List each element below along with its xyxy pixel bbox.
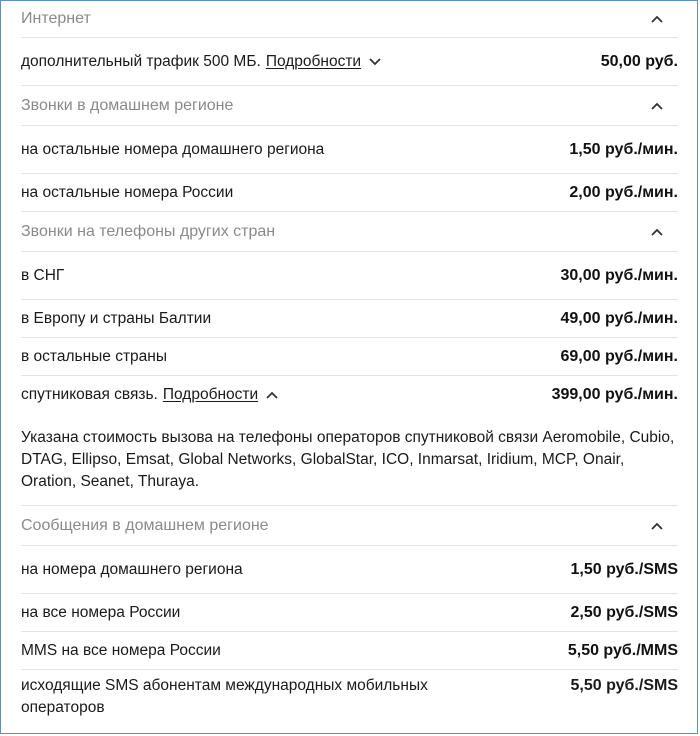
chevron-up-icon[interactable] bbox=[649, 98, 665, 114]
row-price: 69,00 руб./мин. bbox=[560, 347, 678, 365]
chevron-up-icon[interactable] bbox=[266, 391, 278, 399]
row-label: в Европу и страны Балтии bbox=[21, 309, 212, 327]
row-label: дополнительный трафик 500 МБ. bbox=[21, 52, 261, 70]
list-item bbox=[21, 546, 678, 594]
list-item bbox=[21, 376, 678, 414]
section-header-internet[interactable] bbox=[21, 0, 678, 38]
row-label: на остальные номера домашнего региона bbox=[21, 140, 325, 158]
row-price: 1,50 руб./мин. bbox=[569, 140, 678, 158]
tariff-details bbox=[21, 0, 678, 728]
list-item bbox=[21, 126, 678, 174]
chevron-up-icon[interactable] bbox=[649, 224, 665, 240]
row-label: на все номера России bbox=[21, 603, 181, 621]
row-price: 49,00 руб./мин. bbox=[560, 309, 678, 327]
section-title: Звонки в домашнем регионе bbox=[21, 96, 234, 114]
row-label: MMS на все номера России bbox=[21, 641, 221, 659]
list-item bbox=[21, 174, 678, 212]
details-link[interactable]: Подробности bbox=[265, 52, 362, 70]
row-label: на остальные номера России bbox=[21, 183, 234, 201]
section-header-messages[interactable] bbox=[21, 506, 678, 546]
list-item bbox=[21, 38, 678, 86]
row-label: на номера домашнего региона bbox=[21, 560, 243, 578]
list-item bbox=[21, 338, 678, 376]
row-price: 30,00 руб./мин. bbox=[560, 266, 678, 284]
list-item bbox=[21, 632, 678, 670]
section-header-home-calls[interactable] bbox=[21, 86, 678, 126]
row-price: 1,50 руб./SMS bbox=[570, 560, 678, 578]
list-item bbox=[21, 300, 678, 338]
row-price: 2,00 руб./мин. bbox=[569, 183, 678, 201]
row-price: 5,50 руб./MMS bbox=[567, 641, 678, 659]
chevron-down-icon[interactable] bbox=[369, 58, 381, 66]
row-price: 2,50 руб./SMS bbox=[570, 603, 678, 621]
section-title: Сообщения в домашнем регионе bbox=[21, 516, 269, 534]
row-label: в СНГ bbox=[21, 266, 65, 284]
list-item bbox=[21, 252, 678, 300]
row-price: 399,00 руб./мин. bbox=[551, 386, 678, 403]
satellite-note: Указана стоимость вызова на телефоны операторов спутниковой связи Aeromobile, Cubio, DTAG, Ellipso, Emsat, Global Networks, GlobalStar, ICO, Inmarsat, Iridium, MCP, Onair, Oration, Seanet, Thuraya. bbox=[21, 414, 678, 506]
row-price: 50,00 руб. bbox=[600, 52, 678, 70]
list-item bbox=[21, 670, 678, 728]
chevron-up-icon[interactable] bbox=[649, 518, 665, 534]
section-title: Интернет bbox=[21, 9, 91, 27]
row-label: в остальные страны bbox=[21, 347, 167, 365]
row-price: 5,50 руб./SMS bbox=[570, 677, 678, 694]
list-item bbox=[21, 594, 678, 632]
section-title: Звонки на телефоны других стран bbox=[21, 222, 276, 240]
details-link[interactable]: Подробности bbox=[162, 386, 259, 403]
section-header-foreign-calls[interactable] bbox=[21, 212, 678, 252]
row-label: исходящие SMS абонентам международных мобильных операторов bbox=[21, 677, 428, 716]
chevron-up-icon[interactable] bbox=[649, 11, 665, 27]
row-label: спутниковая связь. bbox=[21, 386, 158, 403]
